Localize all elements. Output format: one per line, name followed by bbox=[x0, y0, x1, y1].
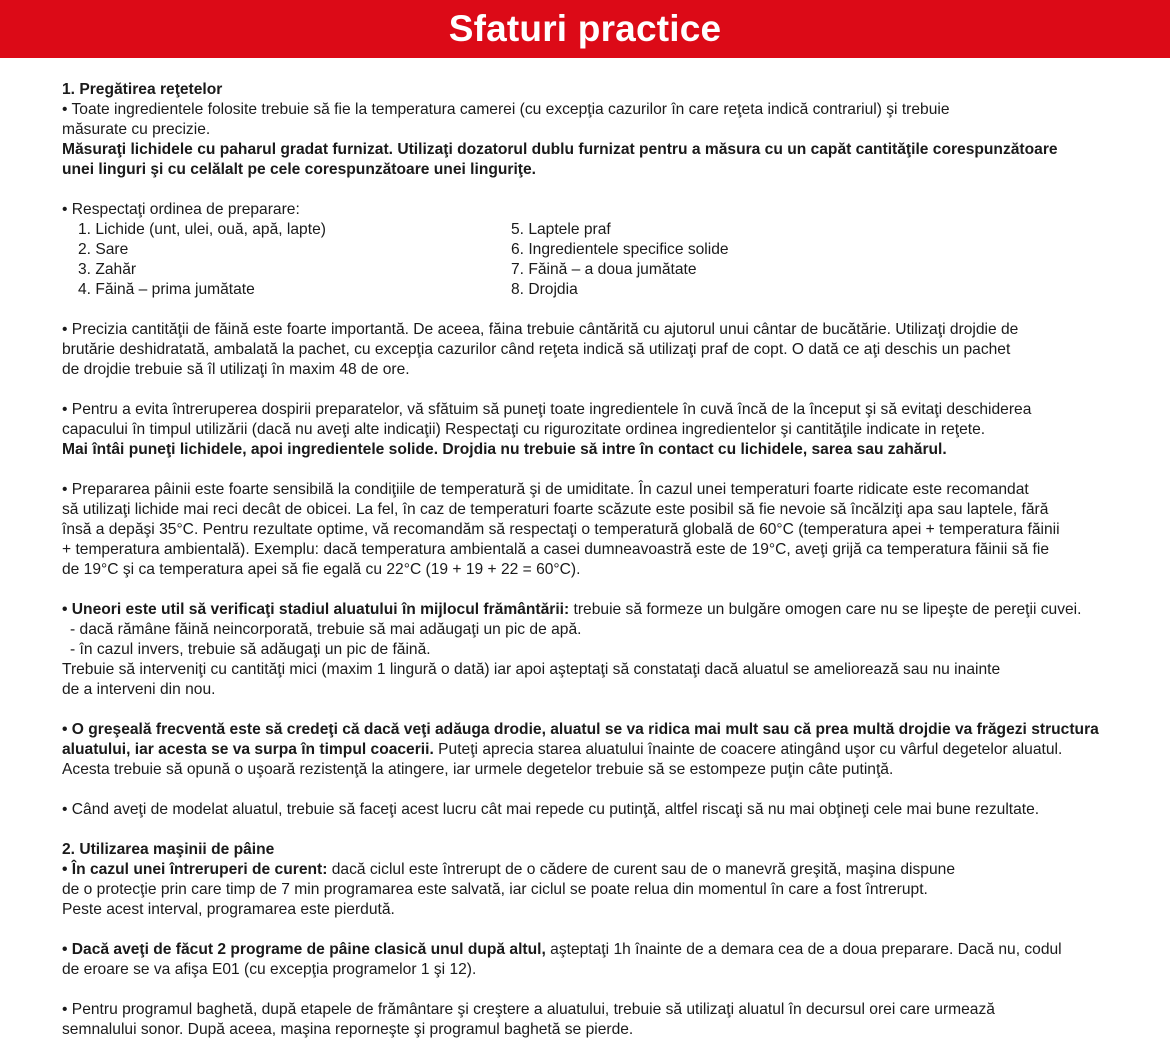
order-item: 7. Făină – a doua jumătate bbox=[511, 261, 697, 278]
order-item: 4. Făină – prima jumătate bbox=[78, 281, 255, 298]
paragraph-line: • Pentru a evita întreruperea dospirii preparatelor, vă sfătuim să puneţi toate ingredientele în cuvă încă de la început şi să evitaţi deschiderea bbox=[62, 401, 1032, 418]
paragraph-line: să utilizaţi lichide mai reci decât de obicei. La fel, în caz de temperaturi foarte scăzute este posibil să fie nevoie să încălziţi apa sau laptele, fără bbox=[62, 501, 1049, 518]
paragraph-line: aluatului, iar acesta se va surpa în timpul coacerii. Puteţi aprecia starea aluatului înainte de coacere atingând uşor cu vârful degetelor aluatul. bbox=[62, 741, 1063, 758]
section-heading: 2. Utilizarea maşinii de pâine bbox=[62, 841, 275, 858]
paragraph-line: de eroare se va afişa E01 (cu excepţia programelor 1 şi 12). bbox=[62, 961, 477, 978]
paragraph-line: de drojdie trebuie să îl utilizaţi în maxim 48 de ore. bbox=[62, 361, 410, 378]
bold-line: Măsuraţi lichidele cu paharul gradat furnizat. Utilizaţi dozatorul dublu furnizat pentru a măsura cu un capăt cantităţile corespunzătoare bbox=[62, 141, 1058, 158]
order-intro: • Respectaţi ordinea de preparare: bbox=[62, 201, 300, 218]
page-title: Sfaturi practice bbox=[448, 8, 722, 49]
paragraph-line: • Pentru programul baghetă, după etapele de frământare şi creştere a aluatului, trebuie să utilizaţi aluatul în decursul orei care urmează bbox=[62, 1001, 995, 1018]
order-column-left bbox=[62, 220, 511, 300]
paragraph-line: însă a depăşi 35°C. Pentru rezultate optime, vă recomandăm să respectaţi o temperatură globală de 60°C (temperatura apei + temperatura făinii bbox=[62, 521, 1060, 538]
paragraph-line: • Precizia cantităţii de făină este foarte importantă. De aceea, făina trebuie cântărită cu ajutorul unui cântar de bucătărie. Utilizaţi drojdie de bbox=[62, 321, 1019, 338]
paragraph-line: • Toate ingredientele folosite trebuie să fie la temperatura camerei (cu excepţia cazurilor în care reţeta indică contrariul) şi trebuie bbox=[62, 101, 950, 118]
order-list bbox=[62, 220, 1152, 300]
paragraph-line: brutărie deshidratată, ambalată la pachet, cu excepţia cazurilor când reţeta indică să utilizaţi praf de copt. O dată ce aţi deschis un pachet bbox=[62, 341, 1011, 358]
order-item: 6. Ingredientele specifice solide bbox=[511, 241, 729, 258]
title-banner bbox=[0, 0, 1170, 58]
paragraph-line: de a interveni din nou. bbox=[62, 681, 216, 698]
paragraph-line: de 19°C şi ca temperatura apei să fie egală cu 22°C (19 + 19 + 22 = 60°C). bbox=[62, 561, 581, 578]
paragraph-line: măsurate cu precizie. bbox=[62, 121, 211, 138]
paragraph-line: • Uneori este util să verificaţi stadiul aluatului în mijlocul frământării: trebuie să formeze un bulgăre omogen care nu se lipeşte de pereţii cuvei. bbox=[62, 601, 1082, 618]
document-body bbox=[62, 80, 1152, 1040]
paragraph-line: capacului în timpul utilizării (dacă nu aveţi alte indicaţii) Respectaţi cu rigurozitate ordinea ingredientelor şi cantităţile indicate in reţete. bbox=[62, 421, 986, 438]
section-heading: 1. Pregătirea reţetelor bbox=[62, 81, 223, 98]
order-item: 1. Lichide (unt, ulei, ouă, apă, lapte) bbox=[78, 221, 326, 238]
order-item: 8. Drojdia bbox=[511, 281, 578, 298]
paragraph-line: Trebuie să interveniţi cu cantităţi mici (maxim 1 lingură o dată) iar apoi aşteptaţi să constataţi dacă aluatul se ameliorează sau nu inainte bbox=[62, 661, 1001, 678]
paragraph-line: • Când aveţi de modelat aluatul, trebuie să faceţi acest lucru cât mai repede cu putinţă, altfel riscaţi să nu mai obţineţi cele mai bune rezultate. bbox=[62, 801, 1040, 818]
bold-line: • O greşeală frecventă este să credeţi că dacă veţi adăuga drodie, aluatul se va ridica mai mult sau că prea multă drojdie va frăgezi structura bbox=[62, 721, 1099, 738]
dash-item: - dacă rămâne făină neincorporată, trebuie să mai adăugaţi un pic de apă. bbox=[70, 621, 582, 638]
order-column-right bbox=[511, 220, 729, 300]
bold-line: unei linguri şi cu celălalt pe cele corespunzătoare unei linguriţe. bbox=[62, 161, 537, 178]
order-item: 5. Laptele praf bbox=[511, 221, 611, 238]
order-item: 2. Sare bbox=[78, 241, 129, 258]
bold-line: Mai întâi puneţi lichidele, apoi ingredientele solide. Drojdia nu trebuie să intre în contact cu lichidele, sarea sau zahărul. bbox=[62, 441, 947, 458]
paragraph-line: • Dacă aveţi de făcut 2 programe de pâine clasică unul după altul, aşteptaţi 1h înainte de a demara cea de a doua preparare. Dacă nu, codul bbox=[62, 941, 1062, 958]
paragraph-line: + temperatura ambientală). Exemplu: dacă temperatura ambientală a casei dumneavoastră este de 19°C, aveţi grijă ca temperatura făinii să fie bbox=[62, 541, 1050, 558]
paragraph-line: Peste acest interval, programarea este pierdută. bbox=[62, 901, 395, 918]
order-item: 3. Zahăr bbox=[78, 261, 137, 278]
paragraph-line: Acesta trebuie să opună o uşoară rezistenţă la atingere, iar urmele degetelor trebuie să se estompeze puţin câte putinţă. bbox=[62, 761, 894, 778]
dash-item: - în cazul invers, trebuie să adăugaţi un pic de făină. bbox=[70, 641, 431, 658]
paragraph-line: • În cazul unei întreruperi de curent: dacă ciclul este întrerupt de o cădere de curent sau de o manevră greşită, maşina dispune bbox=[62, 861, 955, 878]
paragraph-line: de o protecţie prin care timp de 7 min programarea este salvată, iar ciclul se poate relua din momentul în care a fost întrerupt. bbox=[62, 881, 928, 898]
paragraph-line: • Prepararea pâinii este foarte sensibilă la condiţiile de temperatură şi de umiditate. În cazul unei temperaturi foarte ridicate este recomandat bbox=[62, 481, 1029, 498]
paragraph-line: semnalului sonor. După aceea, maşina reporneşte şi programul baghetă se pierde. bbox=[62, 1021, 634, 1038]
